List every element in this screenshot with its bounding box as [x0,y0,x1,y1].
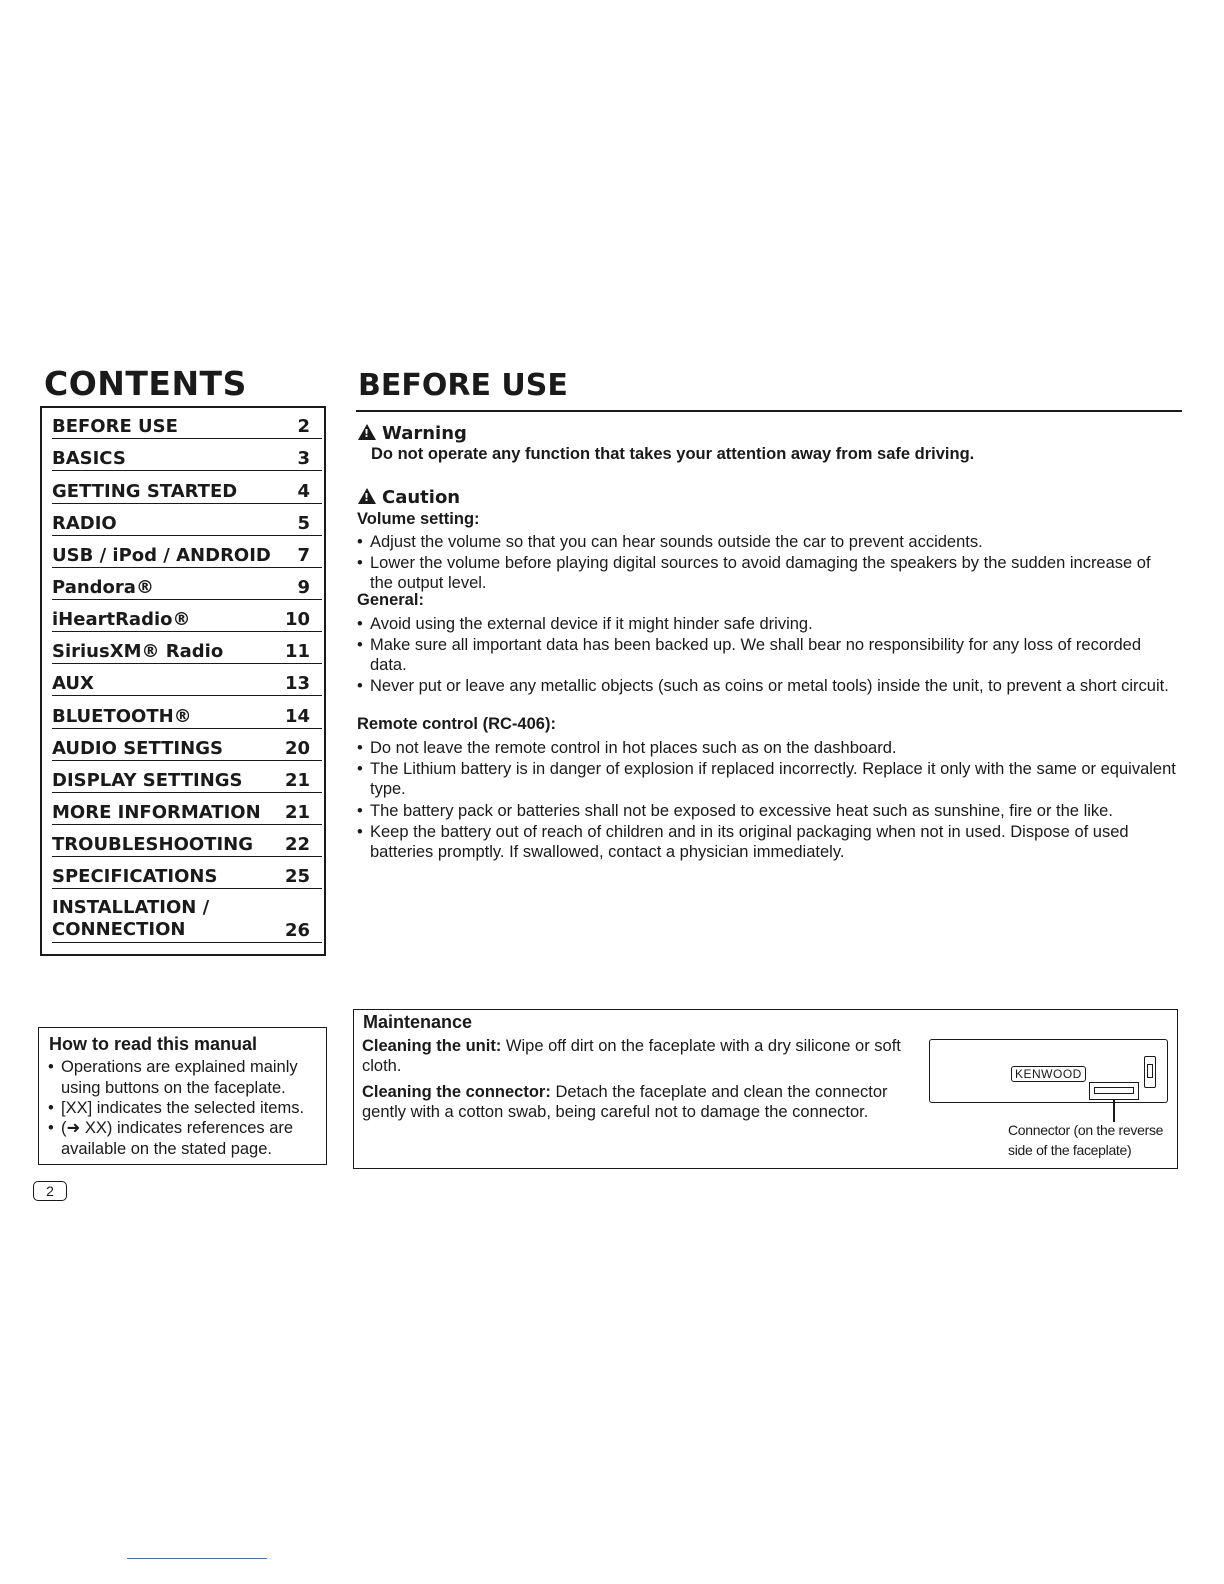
toc-item-label-line2: CONNECTION [52,919,186,940]
toc-item-iheartradio[interactable] [52,609,322,632]
cleaning-connector-label: Cleaning the connector: [362,1083,551,1101]
general-item: • Make sure all important data has been backed up. We shall bear no responsibility for any loss of recorded data. [357,635,1177,675]
title-rule [356,410,1182,412]
toc-item-label-line1: INSTALLATION / [52,897,210,918]
release-knob-inner [1147,1064,1153,1078]
page-number: 2 [33,1181,67,1201]
toc-item-audio-settings[interactable] [52,738,322,761]
how-to-read-item: • (➜ XX) indicates references are available on the stated page. [48,1118,320,1159]
toc-item-page: 25 [284,866,310,887]
toc-item-more-information[interactable] [52,802,322,825]
cleaning-unit-label: Cleaning the unit: [362,1037,502,1055]
toc-item-page: 14 [284,706,310,727]
caption-leader-line [1113,1100,1115,1122]
toc-item-troubleshooting[interactable] [52,834,322,857]
toc-box [40,406,326,956]
brand-logo: KENWOOD [1011,1066,1086,1082]
toc-item-label: USB / iPod / ANDROID [52,545,271,566]
toc-item-page: 4 [297,481,310,502]
toc-item-label: Pandora® [52,577,154,598]
toc-item-getting-started[interactable] [52,481,322,504]
toc-item-label: SiriusXM® Radio [52,641,224,662]
remote-item: • Do not leave the remote control in hot places such as on the dashboard. [357,738,1177,758]
toc-item-page: 22 [284,834,310,855]
caution-heading [358,487,460,508]
warning-icon [358,424,376,440]
caption-line2: side of the faceplate) [1008,1142,1132,1158]
before-use-title: BEFORE USE [358,368,568,403]
how-to-read-title: How to read this manual [49,1034,258,1054]
remote-item: • The Lithium battery is in danger of explosion if replaced incorrectly. Replace it only with the same or equivalent type. [357,759,1177,799]
toc-item-display-settings[interactable] [52,770,322,793]
warning-text: Do not operate any function that takes your attention away from safe driving. [371,445,975,463]
toc-item-label: BEFORE USE [52,416,178,437]
toc-item-label: DISPLAY SETTINGS [52,770,243,791]
toc-item-page: 21 [284,770,310,791]
general-item: • Avoid using the external device if it might hinder safe driving. [357,614,1177,634]
volume-heading: Volume setting: [357,510,480,528]
toc-item-label: GETTING STARTED [52,481,238,502]
toc-item-page: 20 [284,738,310,759]
toc-item-label: iHeartRadio® [52,609,191,630]
cleaning-unit-text [362,1036,912,1076]
remote-heading: Remote control (RC-406): [357,715,556,733]
toc-item-bluetooth[interactable] [52,706,322,729]
maintenance-title: Maintenance [363,1012,473,1032]
toc-item-basics[interactable] [52,448,322,471]
caution-icon [358,488,376,504]
warning-heading [358,423,467,444]
toc-item-label: SPECIFICATIONS [52,866,218,887]
toc-item-page: 26 [284,920,310,941]
toc-item-page: 11 [284,641,310,662]
toc-item-page: 10 [284,609,310,630]
toc-item-usb[interactable] [52,545,322,568]
toc-item-label [52,897,209,941]
toc-item-page: 5 [297,513,310,534]
toc-item-page: 9 [297,577,310,598]
cleaning-connector-body: Detach the faceplate and clean the connector gently with a cotton swab, being careful not to damage the connector. [362,1083,888,1121]
remote-item: • Keep the battery out of reach of children and in its original packaging when not in used. Dispose of used batteries promptly. If swallowed, contact a physician immediately. [357,822,1177,862]
toc-item-page: 13 [284,673,310,694]
connector-caption [1008,1120,1163,1160]
toc-item-label: RADIO [52,513,117,534]
toc-item-label: BASICS [52,448,126,469]
toc-item-page: 21 [284,802,310,823]
toc-item-label: BLUETOOTH® [52,706,192,727]
toc-item-page: 2 [297,416,310,437]
toc-item-before-use[interactable] [52,416,322,439]
caution-heading-text: Caution [382,487,461,508]
contents-title: CONTENTS [44,364,247,403]
toc-item-label: AUDIO SETTINGS [52,738,223,759]
toc-item-page: 3 [297,448,310,469]
toc-item-radio[interactable] [52,513,322,536]
toc-item-label: TROUBLESHOOTING [52,834,253,855]
general-heading: General: [357,591,424,609]
bottom-divider [127,1558,267,1559]
general-item: • Never put or leave any metallic objects (such as coins or metal tools) inside the unit, to prevent a short circuit. [357,676,1177,696]
toc-item-page: 7 [297,545,310,566]
toc-item-installation[interactable] [52,898,322,943]
how-to-read-item: • Operations are explained mainly using buttons on the faceplate. [48,1057,320,1098]
cleaning-unit-body: Wipe off dirt on the faceplate with a dry silicone or soft cloth. [362,1037,901,1075]
toc-item-pandora[interactable] [52,577,322,600]
toc-item-label: MORE INFORMATION [52,802,261,823]
connector-pins [1094,1087,1134,1094]
toc-item-label: AUX [52,673,94,694]
warning-heading-text: Warning [382,423,467,444]
how-to-read-item: • [XX] indicates the selected items. [48,1098,320,1119]
remote-item: • The battery pack or batteries shall not be exposed to excessive heat such as sunshine, fire or the like. [357,801,1177,821]
toc-item-specifications[interactable] [52,866,322,889]
toc-item-siriusxm[interactable] [52,641,322,664]
toc-item-aux[interactable] [52,673,322,696]
caption-line1: Connector (on the reverse [1008,1122,1164,1138]
volume-item: • Adjust the volume so that you can hear sounds outside the car to prevent accidents. [357,532,1177,552]
cleaning-connector-text [362,1082,912,1122]
volume-item: • Lower the volume before playing digital sources to avoid damaging the speakers by the sudden increase of the output level. [357,553,1177,593]
